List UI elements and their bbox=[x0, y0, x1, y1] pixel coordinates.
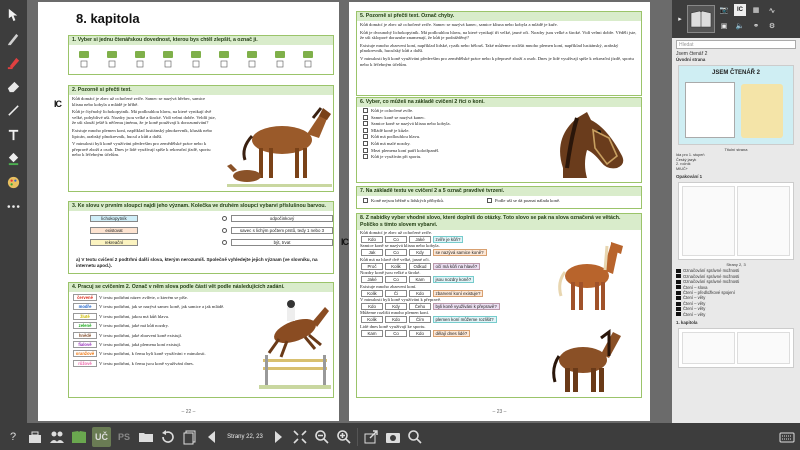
ex8-sentence: Kůň domácí je zbec už ochočené zvíře. bbox=[360, 230, 433, 235]
book-view-button[interactable] bbox=[70, 427, 88, 447]
exercise-6 bbox=[356, 97, 642, 183]
ex8-question: zbarvení koní existuje? bbox=[433, 290, 484, 297]
rotate-button[interactable] bbox=[159, 427, 177, 447]
document-view[interactable] bbox=[27, 0, 672, 423]
ex8-option[interactable]: Odkud bbox=[409, 263, 431, 270]
ex8-option[interactable]: Kdy bbox=[385, 303, 407, 310]
text-tool[interactable] bbox=[3, 124, 24, 145]
ex6-statement: Mezi plemena koní patří kolotřpaněl. bbox=[371, 147, 440, 153]
ex4-color: zeleně bbox=[73, 322, 97, 329]
ex3-meaning: být, trvat bbox=[231, 239, 333, 246]
page-thumbnail[interactable] bbox=[678, 182, 794, 260]
ex8-option[interactable]: Co bbox=[385, 276, 407, 283]
ex4-task: V textu podtrhni název zvířete, o kterém se píše. bbox=[99, 295, 188, 300]
keyboard-icon bbox=[779, 429, 795, 445]
ex4-task: V textu podtrhni, jakou má kůň hlavu. bbox=[99, 313, 170, 319]
ex8-sentence: Lidé dnes koně využívají ke sportu. bbox=[360, 323, 426, 329]
ex8-option[interactable]: Kdo bbox=[409, 290, 431, 297]
bottom-toolbar bbox=[0, 423, 800, 450]
color-circle[interactable] bbox=[222, 228, 227, 233]
screenshot-button[interactable] bbox=[384, 427, 402, 447]
skill-icons-row bbox=[75, 49, 315, 69]
ex8-option[interactable]: Kdy bbox=[409, 249, 431, 256]
ex8-question: plemen koní můžeme rozlišit? bbox=[433, 316, 497, 323]
ex8-question: jsou nozdry koně? bbox=[433, 276, 475, 283]
ex3-note: a) V textu cvičení 2 podtrhni další slova, kterým nerozumíš. Společně vyhledejte jejich význam (ve slovníku, na internetu apod.). bbox=[76, 257, 318, 268]
ex8-option[interactable]: Čím bbox=[409, 316, 431, 323]
collapse-panel-icon[interactable]: ▸ bbox=[678, 16, 682, 23]
palette-icon bbox=[6, 175, 21, 190]
ex8-option[interactable]: Co bbox=[385, 236, 407, 243]
pen-tool[interactable] bbox=[3, 28, 24, 49]
exercise-1 bbox=[68, 35, 334, 75]
toc-item-label: Čtení – věty bbox=[683, 311, 706, 317]
bucket-icon bbox=[6, 151, 21, 166]
next-page-button[interactable] bbox=[269, 427, 287, 447]
ic-badge[interactable]: IC bbox=[54, 99, 61, 109]
ex4-task: V textu podtrhni, jak se nazývá samec koně, jak samice a jak mládě. bbox=[99, 304, 225, 310]
ex8-option[interactable]: Jak bbox=[361, 249, 383, 256]
ex8-sentence: Můžeme rozlišit mnoho plemen koní. bbox=[360, 310, 430, 316]
pages-icon bbox=[182, 429, 198, 445]
exercise-2 bbox=[68, 85, 334, 192]
ex4-color: červeně bbox=[73, 294, 97, 301]
ex6-checkbox[interactable] bbox=[363, 134, 368, 139]
page-number: – 23 – bbox=[492, 409, 507, 415]
cover-label: Úvodní strana bbox=[676, 57, 706, 62]
ex8-option[interactable]: Kolik bbox=[361, 290, 383, 297]
ex8-option[interactable]: Co bbox=[385, 249, 407, 256]
cover-caption: Titulní strana bbox=[724, 147, 748, 152]
more-tools[interactable] bbox=[3, 196, 24, 217]
ex6-statement: Samec koně se nazývá kanec. bbox=[371, 114, 426, 120]
cover-toc-item[interactable]: Český jazyk bbox=[676, 157, 697, 162]
toc-item-label: Označování správné možnosti bbox=[683, 279, 740, 285]
cursor-icon bbox=[6, 7, 21, 22]
zoom-out-button[interactable] bbox=[313, 427, 331, 447]
ex8-question: byli koně využíváni k přepravě? bbox=[433, 303, 500, 310]
horse-head-image bbox=[543, 108, 633, 180]
pointer-tool[interactable] bbox=[3, 4, 24, 25]
skills-icons bbox=[69, 45, 333, 73]
exercise-8-title: 8. Z nabídky vyber vhodné slovo, které doplníš do otázky. Toto slovo se pak na slova označená ve větách. Políčko s tímto slovem vybarvi. bbox=[357, 214, 641, 230]
ex8-option[interactable]: Kolik bbox=[361, 316, 383, 323]
ic-icon bbox=[676, 307, 681, 311]
ex5-paragraph: V minulosti byli koně využíváni především pro zemědělské práce nebo k přepravě zboží a osob. Dnes je lidé využívají spíše k rekreační jízdě, sportu nebo k léčebným účelům. bbox=[360, 55, 634, 67]
left-toolbar bbox=[0, 0, 27, 423]
gallery-icon[interactable]: ▣ bbox=[720, 23, 728, 30]
ex6-checkbox[interactable] bbox=[363, 121, 368, 126]
ex8-sentence: Samice koně se nazývá klisna nebo kobyla. bbox=[360, 243, 440, 249]
more-icon bbox=[6, 199, 21, 214]
ic-icon bbox=[676, 291, 681, 295]
exercise-4-title: 4. Pracuj se cvičením 2. Označ v něm slova podle části vět podle následujících zadání. bbox=[69, 283, 333, 292]
ic-icon[interactable]: IC bbox=[734, 4, 746, 16]
arrow-left-icon bbox=[204, 429, 220, 445]
exercise-4 bbox=[68, 282, 334, 398]
ex6-checkbox[interactable] bbox=[363, 148, 368, 153]
arrow-right-icon bbox=[270, 429, 286, 445]
ex8-sentence: Kůň má na hlavě dvě velké, jasné oči. bbox=[360, 256, 430, 262]
ex4-color: růžově bbox=[73, 360, 97, 367]
open-folder-button[interactable] bbox=[137, 427, 155, 447]
ic-icon bbox=[676, 296, 681, 300]
toc-item-label: Označování správné možnosti bbox=[683, 273, 740, 279]
previous-page-button[interactable] bbox=[203, 427, 221, 447]
exercise-8 bbox=[356, 213, 642, 398]
camera-icon[interactable]: 📷 bbox=[719, 7, 729, 14]
pages-button[interactable] bbox=[181, 427, 199, 447]
horse-jumping-image bbox=[259, 297, 331, 389]
ex6-statement: Mládě koně je kůzle. bbox=[371, 127, 410, 133]
ex8-sentence: V minulosti byli koně využíváni k přepravě. bbox=[360, 297, 442, 303]
ex4-task: V textu podtrhni, jaká plemena koní existují. bbox=[99, 341, 182, 347]
marker-red-icon bbox=[6, 55, 21, 70]
ex4-color: oranžově bbox=[73, 350, 97, 357]
question-icon: ? bbox=[9, 430, 17, 443]
zoom-in-button[interactable] bbox=[335, 427, 353, 447]
pen-icon bbox=[6, 31, 21, 46]
separator bbox=[357, 428, 358, 446]
ex5-paragraph: Existuje mnoho zbarvení koní, například lidské, ryzák nebo bělouš. Také můžeme rozlišit mnoho plemen koní, například lusitánský, arabský plnokrevník, huculský kůň a další. bbox=[360, 42, 619, 54]
ex8-option[interactable]: Kdo bbox=[361, 236, 383, 243]
ex8-option[interactable]: Kam bbox=[361, 330, 383, 337]
exercise-5 bbox=[356, 11, 642, 96]
share-button[interactable] bbox=[362, 427, 380, 447]
ex8-option[interactable]: Kam bbox=[409, 276, 431, 283]
link-icon[interactable]: ⚭ bbox=[753, 23, 759, 30]
cover-toc-item[interactable]: Ida pro 1. stupeň bbox=[676, 153, 705, 157]
ex4-task: V textu podtrhni, jaké zbarvení koně existují. bbox=[99, 332, 183, 338]
help-button[interactable] bbox=[4, 427, 22, 447]
ex6-statement: Kůň má podlouhlou hlavu. bbox=[371, 134, 421, 140]
cover-toc-item[interactable]: 2. ročník bbox=[676, 162, 691, 167]
collapse-arrows-icon bbox=[292, 429, 308, 445]
ex2-paragraph: V minulosti byli koně využíváni především pro zemědělské práce nebo k přepravě zboží a osob. Dnes je lidé využívají spíše k rekreační jízdě, sportu nebo k léčebným účelům. bbox=[72, 141, 211, 158]
rotate-icon bbox=[160, 429, 176, 445]
ex5-paragraph: Kůň je dvounohý lichokopytník. Má podlouhlou hlavu, na které vynikají tři velké, jasné oči. Nozdry jsou velké a široké. Vidí velmi dobře. Věděli jste, že uši skloporé dorazube znamenají, že kůň je podrážděný? bbox=[360, 29, 637, 41]
color-circle[interactable] bbox=[222, 216, 227, 221]
ex8-question: se nazývá samice koně? bbox=[433, 249, 487, 256]
ex3-meanings bbox=[219, 214, 334, 246]
exercise-7 bbox=[356, 186, 642, 209]
workbook-mode-button[interactable] bbox=[115, 427, 133, 447]
toc-item-label: Čtení – věty bbox=[683, 306, 706, 312]
ex6-checkbox[interactable] bbox=[363, 154, 368, 159]
uc-label: UČ bbox=[95, 431, 108, 442]
folder-icon bbox=[138, 429, 154, 445]
settings-icon[interactable]: ⚙ bbox=[768, 23, 776, 30]
color-circle[interactable] bbox=[222, 240, 227, 245]
zoom-out-icon bbox=[314, 429, 330, 445]
ex8-sentence: Existuje mnoho zbarvení koní. bbox=[360, 283, 417, 289]
ex4-task: V textu podtrhni, k čemu byli koně využíváni v minulosti. bbox=[99, 351, 206, 357]
chapter-title: 8. kapitola bbox=[76, 11, 140, 26]
ic-icon bbox=[676, 280, 681, 284]
ex2-paragraph: Kůň je čtyřnohý lichokopytník. Má podlouhlou hlavu, na které vynikají dvě velké, pohyblivé uši. Nozdry jsou velké a široké. Vidí velmi dobře. Veldíí jste, že uši slouží ještě k něčemu jinému, že je koně používají k dorozumívání? bbox=[72, 109, 216, 126]
ex4-task: V textu podtrhni, jaké má kůň nozdry. bbox=[99, 323, 169, 329]
zoom-in-icon bbox=[336, 429, 352, 445]
ex6-checkbox[interactable] bbox=[363, 108, 368, 113]
ic-icon bbox=[676, 269, 681, 273]
ex3-meaning: odpočinkový bbox=[231, 215, 333, 222]
opening-label: Opakování 1 bbox=[676, 174, 703, 180]
search-input[interactable] bbox=[676, 40, 796, 49]
fit-page-button[interactable] bbox=[291, 427, 309, 447]
ex8-sentence: Nozdry koně jsou velké a široké. bbox=[360, 270, 421, 276]
ex4-color: fialově bbox=[73, 341, 97, 348]
teacher-mode-button[interactable] bbox=[92, 427, 111, 447]
ic-icon bbox=[676, 274, 681, 278]
ex6-statement: Kůň má malé nozdry. bbox=[371, 140, 411, 146]
ex3-word[interactable]: rekreační bbox=[90, 239, 138, 246]
page-caption: Strany 2, 3 bbox=[726, 262, 746, 268]
pony-image bbox=[543, 324, 627, 396]
ex6-statement: Kůň je ochočené zvíře. bbox=[371, 108, 414, 113]
zoom-search-icon bbox=[407, 429, 423, 445]
exercise-6-title: 6. Vyber, co můžeš na základě cvičení 2 říci o koni. bbox=[357, 98, 641, 107]
ex8-option[interactable]: Či bbox=[385, 290, 407, 297]
cover-title: JSEM ČTENÁŘ 2 bbox=[711, 70, 760, 76]
camera-icon bbox=[385, 429, 401, 445]
ex8-option[interactable]: Čeho bbox=[409, 303, 431, 310]
ex8-option[interactable]: Co bbox=[385, 330, 407, 337]
ex8-option[interactable]: Proč bbox=[361, 263, 383, 270]
ex6-statement: Kůň je využíván při sportu. bbox=[371, 154, 422, 160]
ex3-word[interactable]: existovat bbox=[90, 227, 138, 234]
ex6-statement: Samice koně se nazývá klisna nebo kobyla. bbox=[371, 121, 451, 127]
tools-button[interactable] bbox=[26, 427, 44, 447]
ex8-question: očí má kůň na hlavě? bbox=[433, 263, 481, 270]
film-icon[interactable]: ▦ bbox=[752, 7, 760, 14]
exercise-3-title: 3. Ke slovu v prvním sloupci najdi jeho význam. Kolečka ve druhém sloupci vybarvi příslušnou barvou. bbox=[69, 202, 333, 211]
fill-tool[interactable] bbox=[3, 148, 24, 169]
chapter-thumbnail[interactable] bbox=[678, 328, 794, 368]
page-number: – 22 – bbox=[181, 409, 196, 415]
media-icons bbox=[718, 4, 780, 34]
open-book-icon bbox=[71, 429, 87, 445]
eraser-tool[interactable] bbox=[3, 76, 24, 97]
ic-icon bbox=[676, 302, 681, 306]
ex8-question: dělají dnes lidé? bbox=[433, 330, 471, 337]
exercise-1-title: 1. Vyber si jednu čtenářskou dovednost, kterou bys chtěl zlepšit, a označ ji. bbox=[69, 36, 333, 45]
users-icon bbox=[49, 429, 65, 445]
line-icon bbox=[6, 103, 21, 118]
page-indicator[interactable]: Strany 22, 23 bbox=[227, 433, 263, 440]
ex7-statement: Koně nejsou běžně u lidských příbytků. bbox=[371, 198, 444, 203]
cover-thumbnail[interactable] bbox=[678, 65, 794, 145]
cover-toc bbox=[672, 153, 800, 171]
color-tool[interactable] bbox=[3, 172, 24, 193]
ex4-color: hnědě bbox=[73, 332, 97, 339]
audio-wave-icon[interactable]: ∿ bbox=[768, 5, 776, 15]
marker-tool[interactable] bbox=[3, 52, 24, 73]
line-tool[interactable] bbox=[3, 100, 24, 121]
share-icon bbox=[363, 429, 379, 445]
horse-with-foal-image bbox=[227, 98, 332, 188]
toc-item-label: Označování správné možnosti bbox=[683, 268, 740, 274]
book-title: Jsem čtenář 2 bbox=[676, 51, 708, 57]
ex6-checkbox[interactable] bbox=[363, 128, 368, 133]
book-icon[interactable] bbox=[687, 5, 715, 33]
toc-item-label: Čtení – věty bbox=[683, 300, 706, 306]
ex4-task: V textu podtrhni, k čemu jsou koně využívání dnes. bbox=[99, 360, 194, 366]
ex7-checkbox[interactable] bbox=[487, 198, 492, 203]
page-23 bbox=[341, 2, 650, 421]
ex8-option[interactable]: Kdo bbox=[361, 303, 383, 310]
ex8-option[interactable]: Jaké bbox=[361, 276, 383, 283]
ex3-meaning: savec s lichým počtem prstů, tedy 1 nebo 3 bbox=[231, 227, 333, 234]
exercise-5-title: 5. Pozorně si přečti text. Označ chyby. bbox=[357, 12, 641, 21]
cover-toc-item[interactable]: MIUČ+ bbox=[676, 166, 688, 171]
users-button[interactable] bbox=[48, 427, 66, 447]
page-22 bbox=[38, 2, 339, 421]
ic-badge[interactable]: IC bbox=[341, 237, 348, 247]
ic-icon bbox=[676, 285, 681, 289]
ex2-paragraph: Kůň domácí je zbec už ochočené zvíře. Samec se nazývá hřebec, samice klisna nebo kobyla a mládě je hříbě. bbox=[72, 96, 206, 107]
side-panel-toolbar bbox=[672, 0, 800, 38]
ex3-words bbox=[89, 214, 139, 246]
exercise-2-title: 2. Pozorně si přečti text. bbox=[69, 86, 333, 95]
speaker-icon[interactable]: 🔈 bbox=[735, 23, 745, 30]
side-panel bbox=[672, 0, 800, 423]
horse-standing-image bbox=[547, 236, 627, 314]
ex3-word[interactable]: lichokopytník bbox=[90, 215, 138, 222]
toolbox-icon bbox=[27, 429, 43, 445]
ps-label: PS bbox=[118, 431, 131, 442]
eraser-icon bbox=[6, 79, 21, 94]
exercise-3 bbox=[68, 201, 334, 274]
ex8-option[interactable]: Kolik bbox=[385, 263, 407, 270]
toc-item-label: Čtení – věty bbox=[683, 295, 706, 301]
ex7-list bbox=[357, 196, 641, 205]
text-icon bbox=[6, 127, 21, 142]
ex8-option[interactable]: Kdo bbox=[409, 330, 431, 337]
ex2-paragraph: Existuje mnoho plemen koní, například lusitánský plnokrevník, klusák nebo lipicán, arabský plnokrevník, hucul a kůň a další. bbox=[72, 127, 213, 139]
toc-item[interactable] bbox=[672, 312, 800, 317]
ex7-checkbox[interactable] bbox=[363, 198, 368, 203]
ex8-question: zvíře je kůň? bbox=[433, 236, 464, 243]
ex5-paragraph: Kůň domácí je zbec už ochočené zvíře. Samec se nazývá kanec, samice klisna nebo kobyla a mládě je kuře. bbox=[360, 22, 558, 27]
ex4-color: modře bbox=[73, 303, 97, 310]
ex8-option[interactable]: Jaké bbox=[409, 236, 431, 243]
search-placeholder: Hledat bbox=[679, 41, 694, 48]
ex8-option[interactable]: Kdo bbox=[385, 316, 407, 323]
toc-item-label: Čtení – předložkové spojení bbox=[683, 290, 735, 295]
keyboard-button[interactable] bbox=[778, 427, 796, 447]
ex8-options bbox=[360, 316, 638, 324]
exercise-7-title: 7. Na základě textu ve cvičení 2 a 5 označ pravdivé tvrzení. bbox=[357, 187, 641, 196]
ex6-checkbox[interactable] bbox=[363, 141, 368, 146]
zoom-area-button[interactable] bbox=[406, 427, 424, 447]
ex6-checkbox[interactable] bbox=[363, 115, 368, 120]
chapter-label: 1. kapitola bbox=[676, 320, 698, 326]
ex7-statement: Podle uší se dá poznat nálada koně. bbox=[494, 198, 561, 203]
ic-icon bbox=[676, 312, 681, 316]
ex4-color: žlutě bbox=[73, 313, 97, 320]
toc-item-label: Čtení – slova bbox=[683, 284, 708, 290]
toc-list bbox=[672, 268, 800, 317]
